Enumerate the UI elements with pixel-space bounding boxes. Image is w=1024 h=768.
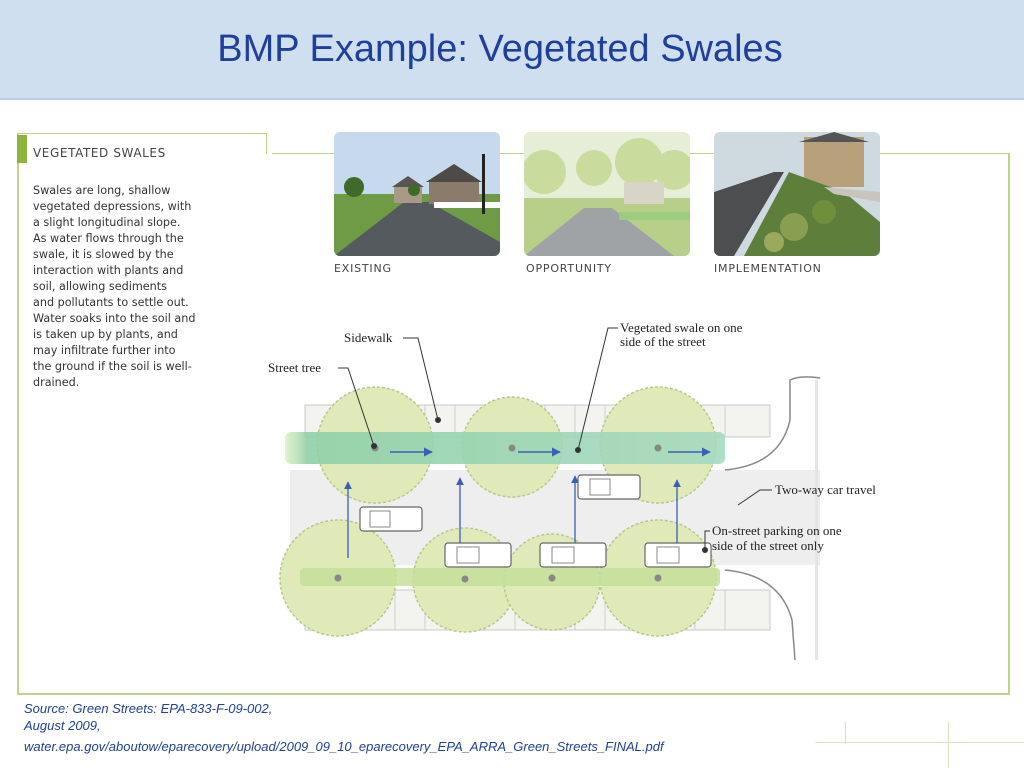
callout-swale-line2: side of the street — [620, 334, 706, 349]
photo-label-implementation: IMPLEMENTATION — [714, 262, 822, 275]
frame-border-right — [1008, 153, 1010, 695]
photo-implementation — [714, 132, 880, 256]
street-plan-diagram — [260, 300, 910, 670]
decorative-line — [815, 742, 1024, 743]
callout-travel: Two-way car travel — [775, 482, 876, 497]
frame-tab-notch — [266, 133, 267, 154]
callout-parking-line1: On-street parking on one — [712, 523, 842, 538]
frame-border-top-tab — [17, 133, 267, 134]
frame-border-left — [17, 133, 19, 693]
source-line-2: August 2009, — [24, 718, 101, 733]
slide-title: BMP Example: Vegetated Swales — [217, 28, 783, 70]
car — [360, 507, 422, 531]
callout-street-tree: Street tree — [268, 360, 322, 375]
callout-sidewalk: Sidewalk — [344, 330, 393, 345]
panel-heading: VEGETATED SWALES — [33, 146, 166, 160]
source-citation — [24, 700, 664, 755]
callout-swale-line1: Vegetated swale on one — [620, 320, 743, 335]
panel-description: Swales are long, shallow vegetated depressions, with a slight longitudinal slope. As water flows through the swale, it is slowed by the interaction with plants and soil, allowing sediments and pollutants to settle out. Water soaks into the soil and is taken up by plants, and may infiltrate further into the ground if the soil is well- drained. — [33, 184, 196, 389]
callout-parking-line2: side of the street only — [712, 538, 824, 553]
photo-opportunity-image — [524, 132, 690, 256]
photo-existing-image — [334, 132, 500, 256]
frame-border-bottom — [17, 693, 1010, 695]
decorative-line — [948, 722, 949, 768]
source-line-1: Source: Green Streets: EPA-833-F-09-002, — [24, 701, 273, 716]
photo-label-opportunity: OPPORTUNITY — [526, 262, 612, 275]
photo-opportunity — [524, 132, 690, 256]
source-url[interactable]: water.epa.gov/aboutow/eparecovery/upload/2009_09_10_eparecovery_EPA_ARRA_Green_Streets_FINAL.pdf — [24, 739, 664, 754]
photo-label-existing: EXISTING — [334, 262, 392, 275]
photo-implementation-image — [714, 132, 880, 256]
decorative-line — [845, 722, 846, 744]
panel-accent-bar — [17, 135, 27, 163]
photo-existing — [334, 132, 500, 256]
